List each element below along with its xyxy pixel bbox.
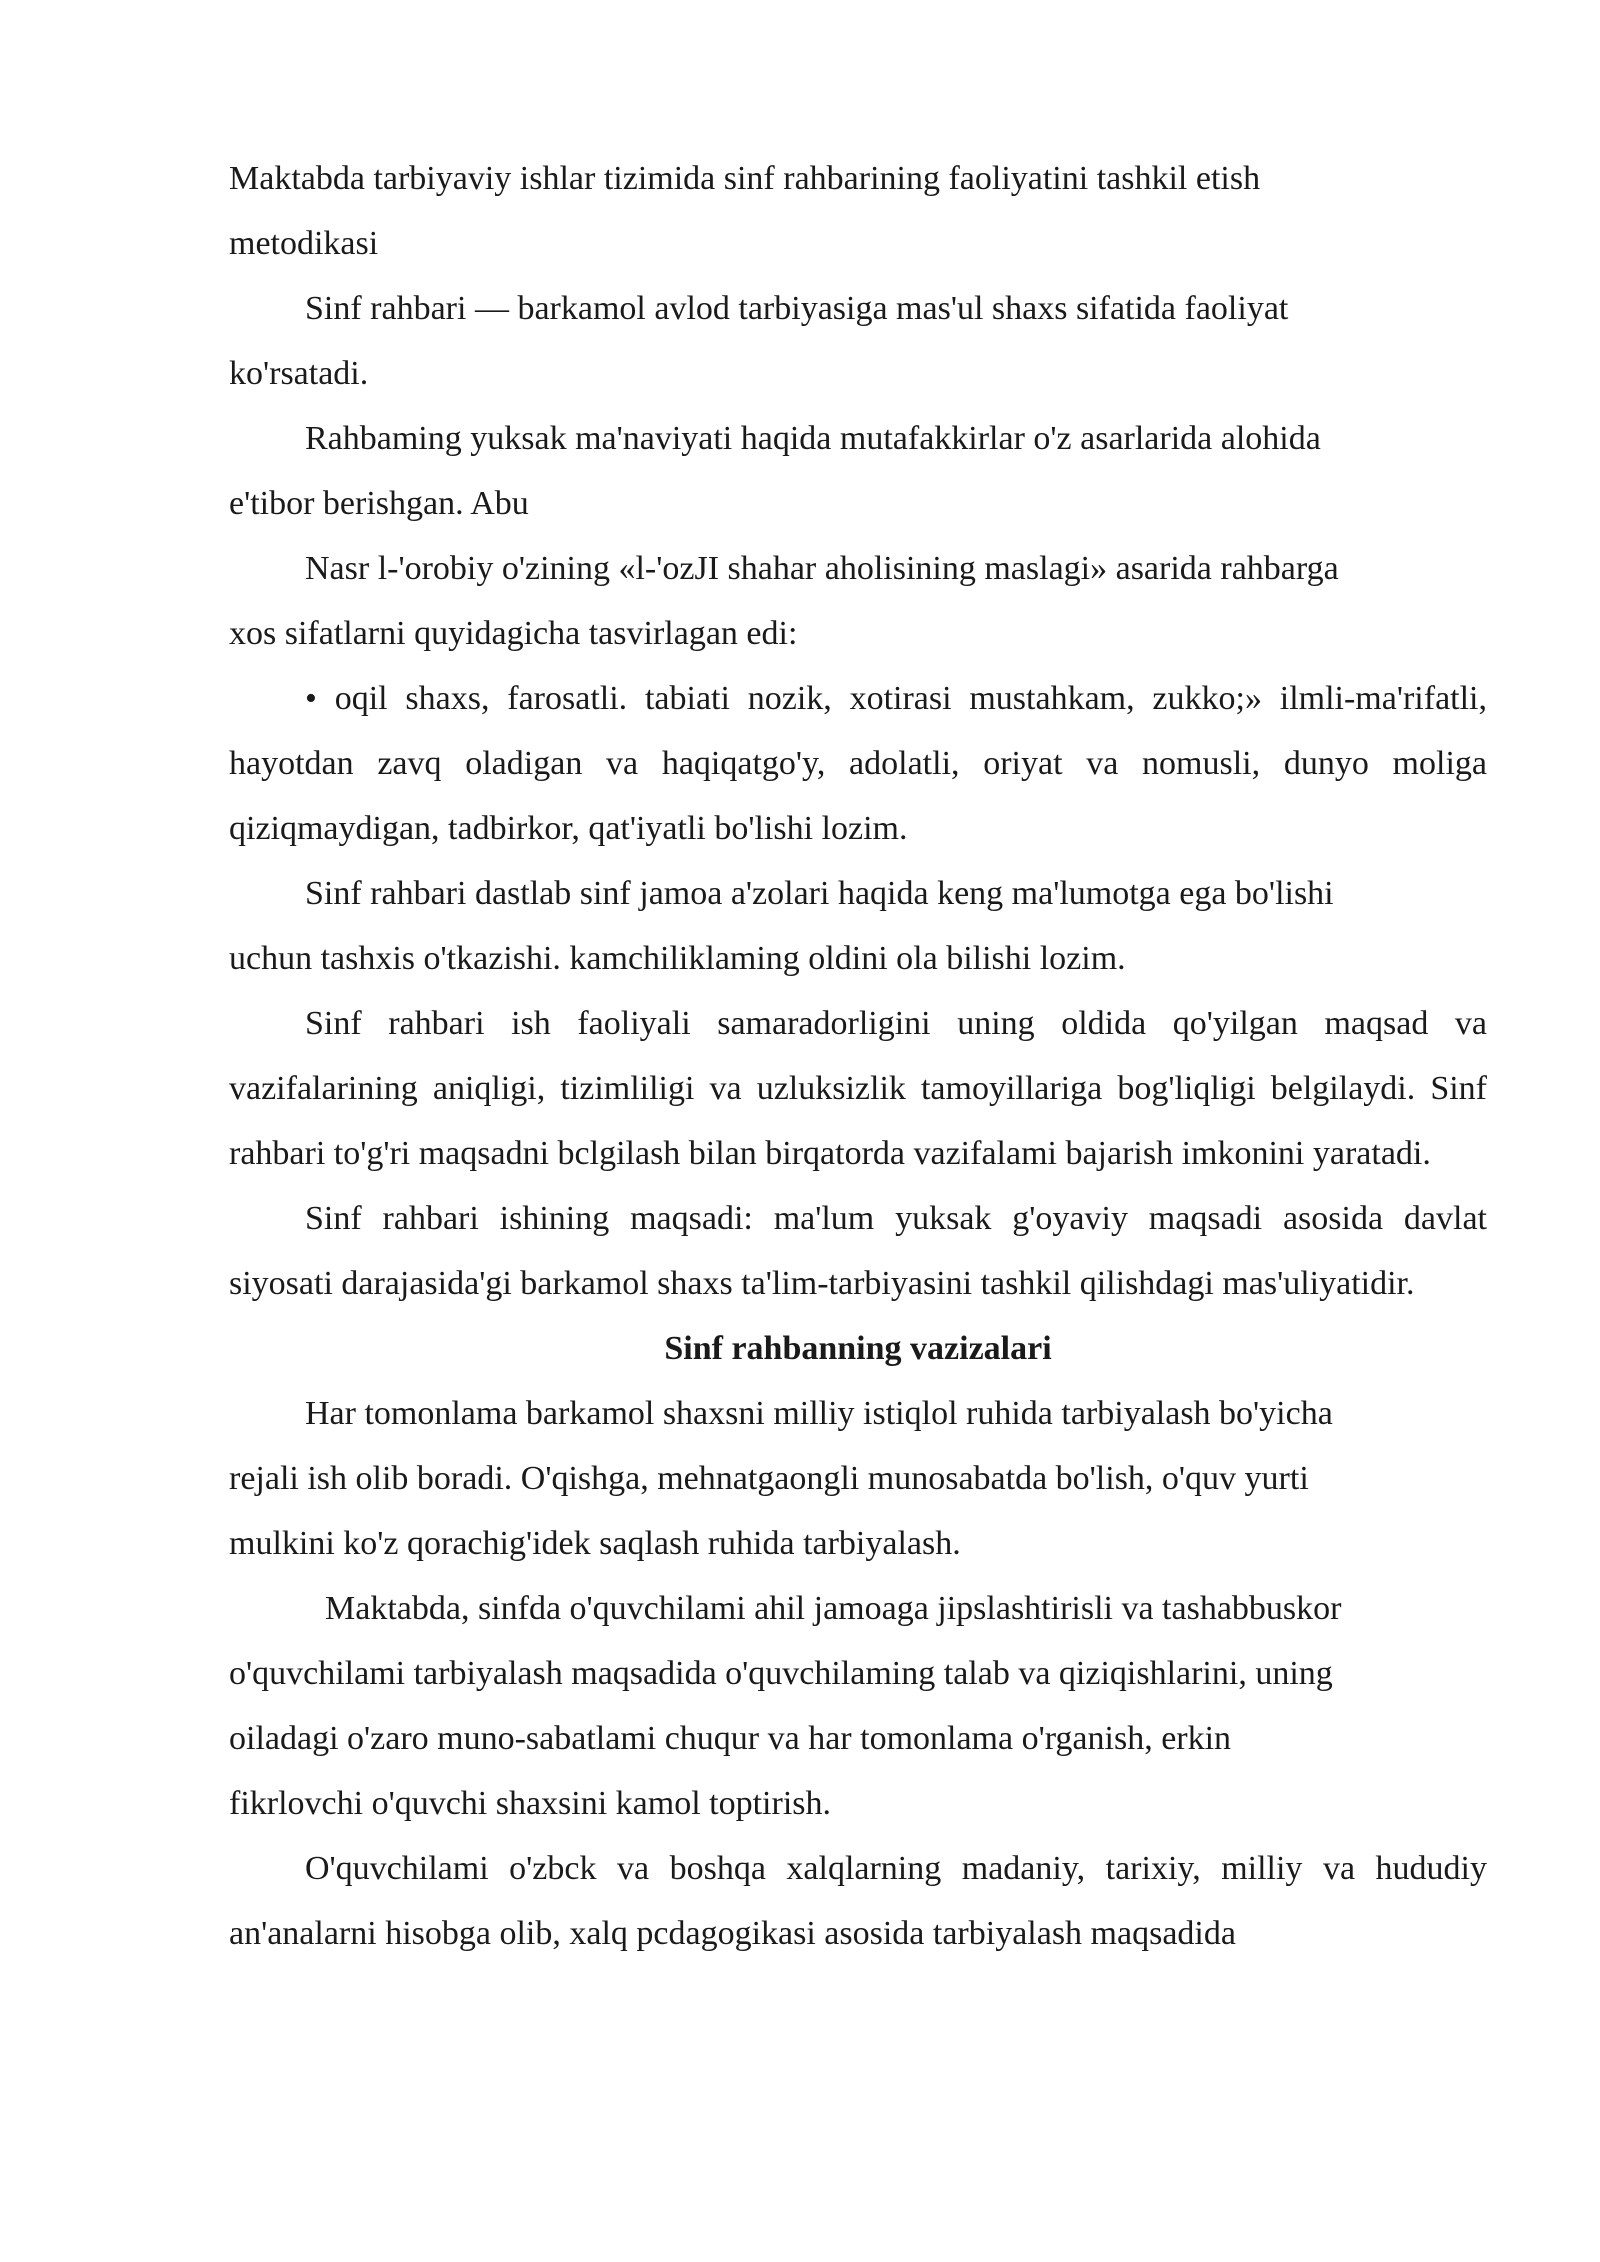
text-line: Maktabda, sinfda o'quvchilami ahil jamoaga jipslashtirisli va tashabbuskor [325,1590,1342,1627]
paragraph: Sinf rahbari ishining maqsadi: ma'lum yuksak g'oyaviy maqsadi asosida davlat siyosati darajasida'gi barkamol shaxs ta'lim-tarbiyasini tashkil qilishdagi mas'uliyatidir. [229,1200,1487,1302]
paragraph [229,276,1487,406]
paragraph [229,1381,1487,1576]
text-line: metodikasi [229,225,379,262]
text-line: rejali ish olib boradi. O'qishga, mehnatgaongli munosabatda bo'lish, o'quv yurti [229,1460,1309,1497]
text-line: xos sifatlarni quyidagicha tasvirlagan edi: [229,615,798,652]
text-line: oiladagi o'zaro muno-sabatlami chuqur va har tomonlama o'rganish, erkin [229,1720,1232,1757]
text-line: Maktabda tarbiyaviy ishlar tizimida sinf rahbarining faoliyatini tashkil etish [229,160,1261,197]
text-line: Sinf rahbari — barkamol avlod tarbiyasiga mas'ul shaxs sifatida faoliyat [305,290,1289,327]
section-heading: Sinf rahbanning vazizalari [664,1330,1052,1367]
text-line: Har tomonlama barkamol shaxsni milliy istiqlol ruhida tarbiyalash bo'yicha [305,1395,1333,1432]
text-line: fikrlovchi o'quvchi shaxsini kamol toptirish. [229,1785,832,1822]
text-line: e'tibor berishgan. Abu [229,485,529,522]
paragraph: O'quvchilami o'zbck va boshqa xalqlarning madaniy, tarixiy, milliy va hududiy an'analarni hisobga olib, xalq pcdagogikasi asosida tarbiyalash maqsadida [229,1850,1487,1952]
paragraph [229,1576,1487,1836]
paragraph [229,536,1487,666]
text-line: o'quvchilami tarbiyalash maqsadida o'quvchilaming talab va qiziqishlarini, uning [229,1655,1333,1692]
document-body [229,146,1487,1966]
text-line: Sinf rahbari dastlab sinf jamoa a'zolari haqida keng ma'lumotga ega bo'lishi [305,875,1334,912]
paragraph [229,861,1487,991]
text-line: ko'rsatadi. [229,355,369,392]
paragraph [229,406,1487,536]
text-line: Rahbaming yuksak ma'naviyati haqida mutafakkirlar o'z asarlarida alohida [305,420,1321,457]
text-line: uchun tashxis o'tkazishi. kamchiliklaming oldini ola bilishi lozim. [229,940,1126,977]
paragraph: Sinf rahbari ish faoliyali samaradorligini uning oldida qo'yilgan maqsad va vazifalarining aniqligi, tizimliligi va uzluksizlik tamoyillariga bog'liqligi belgilaydi. Sinf rahbari to'g'ri maqsadni bclgilash bilan birqatorda vazifalami bajarish imkonini yaratadi. [229,1005,1487,1172]
bullet-paragraph: • oqil shaxs, farosatli. tabiati nozik, xotirasi mustahkam, zukko;» ilmli-ma'rifatli, hayotdan zavq oladigan va haqiqatgo'y, adolatli, oriyat va nomusli, dunyo moliga qiziqmaydigan, tadbirkor, qat'iyatli bo'lishi lozim. [229,680,1487,847]
text-line: mulkini ko'z qorachig'idek saqlash ruhida tarbiyalash. [229,1525,961,1562]
paragraph-title [229,146,1487,276]
text-line: Nasr l-'orobiy o'zining «l-'ozJI shahar aholisining maslagi» asarida rahbarga [305,550,1339,587]
